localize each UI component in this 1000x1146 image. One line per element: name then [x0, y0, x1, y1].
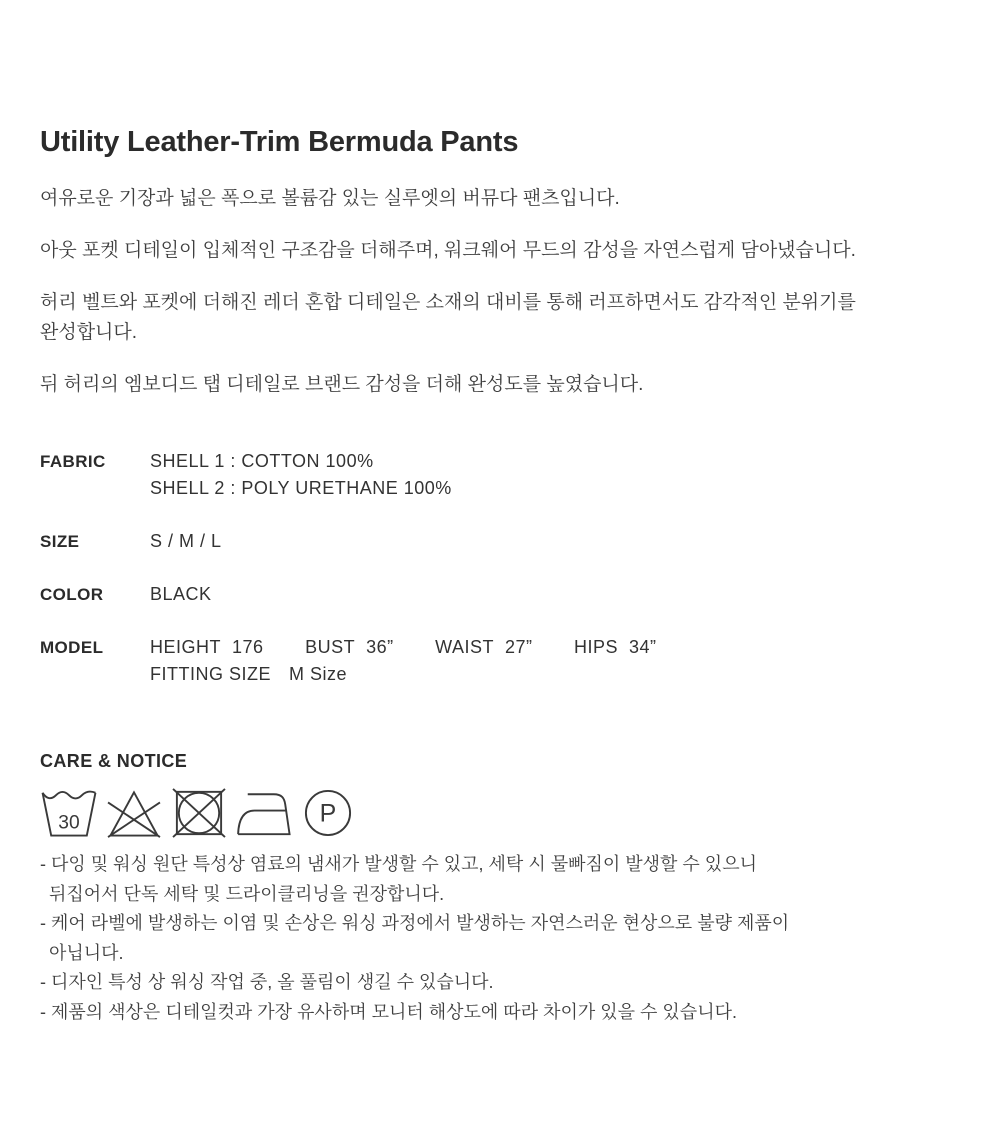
spec-row-model: [40, 634, 960, 688]
description-line: 허리 벨트와 포켓에 더해진 레더 혼합 디테일은 소재의 대비를 통해 러프하면서도 감각적인 분위기를: [40, 292, 856, 313]
model-measurement: WAIST 27”: [435, 637, 533, 657]
spec-value-color: BLACK: [150, 584, 212, 604]
care-note-line: - 케어 라벨에 발생하는 이염 및 손상은 워싱 과정에서 발생하는 자연스러운 현상으로 불량 제품이: [40, 913, 790, 934]
do-not-bleach-icon: [105, 788, 163, 838]
model-measurement: BUST 36”: [305, 637, 394, 657]
spec-label-size: SIZE: [40, 532, 80, 551]
fabric-shell-1: SHELL 1 : COTTON 100%: [150, 451, 374, 471]
description-line: 완성합니다.: [40, 322, 138, 343]
spec-label-color: COLOR: [40, 585, 104, 604]
dry-clean-letter: P: [319, 799, 337, 828]
model-fitting-line: [150, 661, 657, 688]
care-note-line: - 다잉 및 워싱 원단 특성상 염료의 냄새가 발생할 수 있고, 세탁 시 물빠짐이 발생할 수 있으니: [40, 854, 757, 874]
care-note-line: 아닙니다.: [49, 942, 124, 963]
description-paragraph: [40, 236, 960, 266]
spec-label-model: MODEL: [40, 638, 104, 657]
spec-row-fabric: [40, 448, 960, 502]
spec-value-fabric: [150, 448, 452, 502]
fabric-shell-2: SHELL 2 : POLY URETHANE 100%: [150, 478, 452, 498]
description-paragraph: [40, 288, 960, 348]
spec-value-model: [150, 634, 657, 688]
product-title: Utility Leather-Trim Bermuda Pants: [40, 126, 519, 158]
care-symbols-row: [40, 786, 960, 838]
description-line: 뒤 허리의 엠보디드 탭 디테일로 브랜드 감성을 더해 완성도를 높였습니다.: [40, 374, 644, 395]
care-notice-heading: CARE & NOTICE: [40, 751, 188, 771]
product-description: [40, 184, 960, 400]
model-measurement: HIPS 34”: [574, 637, 657, 657]
fitting-size-label: FITTING SIZE: [150, 664, 271, 684]
fitting-size-value: M Size: [289, 664, 348, 684]
description-line: 아웃 포켓 디테일이 입체적인 구조감을 더해주며, 워크웨어 무드의 감성을 자연스럽게 담아냈습니다.: [40, 240, 856, 261]
spec-label-fabric: FABRIC: [40, 452, 106, 471]
do-not-tumble-dry-icon: [170, 788, 228, 838]
wash-30-icon: [40, 788, 98, 838]
spec-row-color: [40, 581, 960, 608]
dry-clean-p-icon: [304, 788, 352, 838]
wash-temp-label: 30: [58, 812, 80, 834]
description-paragraph: [40, 370, 960, 400]
care-note-line: - 제품의 색상은 디테일컷과 가장 유사하며 모니터 해상도에 따라 차이가 있을 수 있습니다.: [40, 1001, 737, 1022]
spec-list: [40, 448, 960, 688]
description-paragraph: [40, 184, 960, 214]
iron-icon: [235, 788, 297, 838]
spec-row-size: [40, 528, 960, 555]
care-notice-section: [40, 750, 960, 1028]
model-measurement: HEIGHT 176: [150, 637, 264, 657]
description-line: 여유로운 기장과 넓은 폭으로 볼륨감 있는 실루엣의 버뮤다 팬츠입니다.: [40, 188, 620, 209]
care-note-line: - 디자인 특성 상 워싱 작업 중, 올 풀림이 생길 수 있습니다.: [40, 972, 494, 993]
model-measurements-line: [150, 634, 657, 661]
spec-value-size: S / M / L: [150, 531, 222, 551]
care-note-line: 뒤집어서 단독 세탁 및 드라이클리닝을 권장합니다.: [49, 883, 445, 904]
care-notes: [40, 850, 960, 1028]
